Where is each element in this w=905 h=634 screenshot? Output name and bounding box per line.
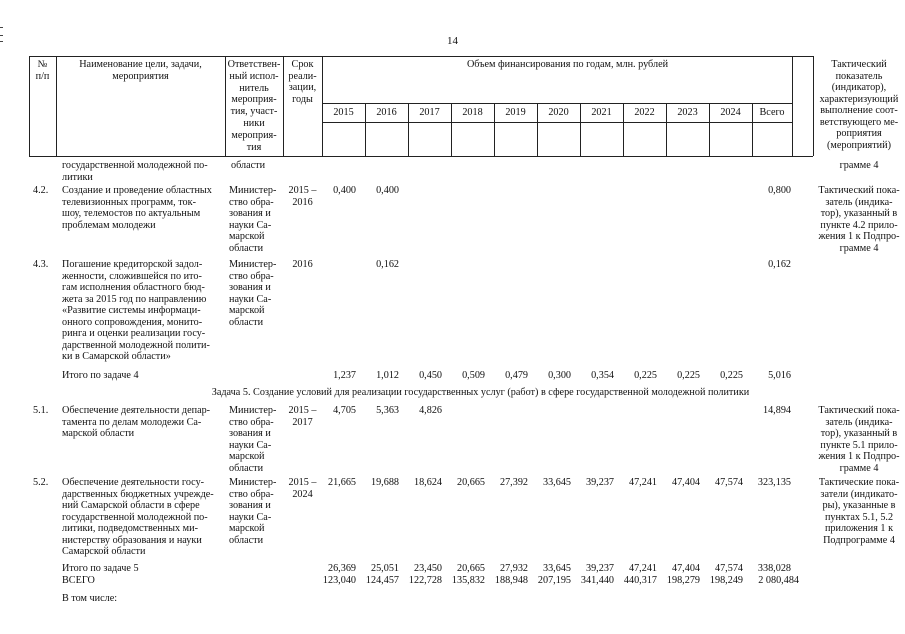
year-2023: 2023 xyxy=(677,107,698,118)
value-2021: 0,354 xyxy=(591,370,614,381)
value-2016: 0,400 xyxy=(376,185,399,196)
value-2018: 135,832 xyxy=(451,575,485,586)
row-indicator: Тактические пока- затели (индикато- ры), указанные в пунктах 5.1, 5.2 приложения 1 к Подпрограмме 4 xyxy=(818,477,900,546)
value-total: 0,800 xyxy=(768,185,791,196)
years-bottom-rule xyxy=(322,122,792,123)
value-2015: 0,400 xyxy=(333,185,356,196)
value-2016: 1,012 xyxy=(376,370,399,381)
header-responsible: Ответствен- ный испол- нитель мероприя- тия, участ- ники мероприя- тия xyxy=(227,59,281,153)
value-2023: 47,404 xyxy=(671,563,700,574)
carry-responsible: области xyxy=(231,160,266,171)
value-2020: 207,195 xyxy=(537,575,571,586)
value-2022: 47,241 xyxy=(628,563,657,574)
year-2019: 2019 xyxy=(505,107,526,118)
value-2016: 25,051 xyxy=(370,563,399,574)
margin-mark xyxy=(0,41,3,42)
value-2020: 0,300 xyxy=(548,370,571,381)
row-number: 5.2. xyxy=(33,477,49,488)
years-top-rule xyxy=(322,103,792,104)
value-2018: 0,509 xyxy=(462,370,485,381)
row-term: 2016 xyxy=(292,259,313,270)
value-total: 14,894 xyxy=(762,405,791,416)
value-2019: 0,479 xyxy=(505,370,528,381)
year-2015: 2015 xyxy=(333,107,354,118)
value-2024: 47,574 xyxy=(714,563,743,574)
value-2015: 1,237 xyxy=(333,370,356,381)
year-2024: 2024 xyxy=(720,107,741,118)
header-name: Наименование цели, задачи, мероприятия xyxy=(79,59,202,82)
year-2016: 2016 xyxy=(376,107,397,118)
row-responsible: Министер- ство обра- зования и науки Са- марской области xyxy=(229,185,277,254)
value-2017: 4,826 xyxy=(419,405,442,416)
row-name: Создание и проведение областных телевизионных программ, ток- шоу, телемостов по актуальным проблемам молодежи xyxy=(62,185,212,231)
value-2017: 0,450 xyxy=(419,370,442,381)
value-total: 5,016 xyxy=(768,370,791,381)
value-2019: 27,392 xyxy=(499,477,528,488)
margin-mark xyxy=(0,35,3,36)
value-2016: 5,363 xyxy=(376,405,399,416)
row-responsible: Министер- ство обра- зования и науки Са- марской области xyxy=(229,405,277,474)
year-2020: 2020 xyxy=(548,107,569,118)
grand-total-label: ВСЕГО xyxy=(62,575,95,586)
page-number: 14 xyxy=(447,35,458,47)
value-2017: 122,728 xyxy=(408,575,442,586)
value-2023: 0,225 xyxy=(677,370,700,381)
year-2021: 2021 xyxy=(591,107,612,118)
value-2022: 440,317 xyxy=(623,575,657,586)
header-term: Срок реали- зации, годы xyxy=(288,59,317,105)
col-rule xyxy=(322,56,323,156)
value-2016: 0,162 xyxy=(376,259,399,270)
value-2019: 188,948 xyxy=(494,575,528,586)
row-responsible: Министер- ство обра- зования и науки Са- марской области xyxy=(229,259,277,328)
value-2015: 26,369 xyxy=(327,563,356,574)
margin-mark xyxy=(0,27,3,28)
task5-title: Задача 5. Создание условий для реализации государственных услуг (работ) в сфере государственной молодежной политики xyxy=(211,387,750,398)
value-2024: 0,225 xyxy=(720,370,743,381)
year-2022: 2022 xyxy=(634,107,655,118)
value-2019: 27,932 xyxy=(499,563,528,574)
carry-indicator: грамме 4 xyxy=(839,160,879,171)
value-2015: 21,665 xyxy=(327,477,356,488)
row-name: Погашение кредиторской задол- женности, сложившейся по ито- гам исполнения областного бюд- жета за 2015 год по направлению «Развитие системы информаци- онного сопровождения, монито- ринга и оценки реализации госу- дарственной молодежной полити- ки в Самарской области» xyxy=(62,259,210,362)
value-total: 338,028 xyxy=(757,563,791,574)
year-2017: 2017 xyxy=(419,107,440,118)
value-2018: 20,665 xyxy=(456,477,485,488)
value-2021: 341,440 xyxy=(580,575,614,586)
carry-name: государственной молодежной по- литики xyxy=(62,160,208,183)
year-2018: 2018 xyxy=(462,107,483,118)
value-2015: 123,040 xyxy=(322,575,356,586)
value-2023: 198,279 xyxy=(666,575,700,586)
row-indicator: Тактический пока- затель (индика- тор), указанный в пункте 4.2 прило- жения 1 к Подпро- грамме 4 xyxy=(818,185,900,254)
value-total: 0,162 xyxy=(768,259,791,270)
header-indicator: Тактический показатель (индикатор), характеризующий выполнение соот- ветствующего ме- роприятия (мероприятий) xyxy=(819,59,899,151)
value-2022: 0,225 xyxy=(634,370,657,381)
row-name: Обеспечение деятельности госу- дарственных бюджетных учрежде- ний Самарской области в сфере государственной молодежной по- литики, подведомственных ми- нистерству образования и науки Самарской области xyxy=(62,477,214,557)
header-top-rule xyxy=(29,56,813,57)
value-2024: 198,249 xyxy=(709,575,743,586)
header-finance: Объем финансирования по годам, млн. рублей xyxy=(466,59,669,70)
value-2017: 18,624 xyxy=(413,477,442,488)
row-name: Обеспечение деятельности депар- тамента по делам молодежи Са- марской области xyxy=(62,405,211,439)
value-total: 323,135 xyxy=(757,477,791,488)
value-2021: 39,237 xyxy=(585,477,614,488)
row-number: 4.3. xyxy=(33,259,49,270)
value-2022: 47,241 xyxy=(628,477,657,488)
row-term: 2015 – 2024 xyxy=(288,477,317,500)
row-indicator: Тактический пока- затель (индика- тор), указанный в пункте 5.1 прило- жения 1 к Подпро- грамме 4 xyxy=(818,405,900,474)
total-label: Итого по задаче 4 xyxy=(62,370,139,381)
year-total: Всего xyxy=(759,107,785,118)
including-label: В том числе: xyxy=(62,593,118,604)
value-2015: 4,705 xyxy=(333,405,356,416)
value-2016: 124,457 xyxy=(365,575,399,586)
row-term: 2015 – 2017 xyxy=(288,405,317,428)
row-term: 2015 – 2016 xyxy=(288,185,317,208)
value-2023: 47,404 xyxy=(671,477,700,488)
value-2020: 33,645 xyxy=(542,477,571,488)
total-label: Итого по задаче 5 xyxy=(62,563,139,574)
value-2018: 20,665 xyxy=(456,563,485,574)
value-2016: 19,688 xyxy=(370,477,399,488)
value-2020: 33,645 xyxy=(542,563,571,574)
row-responsible: Министер- ство обра- зования и науки Са- марской области xyxy=(229,477,277,546)
row-number: 5.1. xyxy=(33,405,49,416)
value-2021: 39,237 xyxy=(585,563,614,574)
value-2024: 47,574 xyxy=(714,477,743,488)
col-rule xyxy=(792,56,793,156)
value-total: 2 080,484 xyxy=(758,575,799,586)
header-num: № п/п xyxy=(35,59,50,82)
value-2017: 23,450 xyxy=(413,563,442,574)
header-bottom-rule xyxy=(29,156,813,157)
row-number: 4.2. xyxy=(33,185,49,196)
